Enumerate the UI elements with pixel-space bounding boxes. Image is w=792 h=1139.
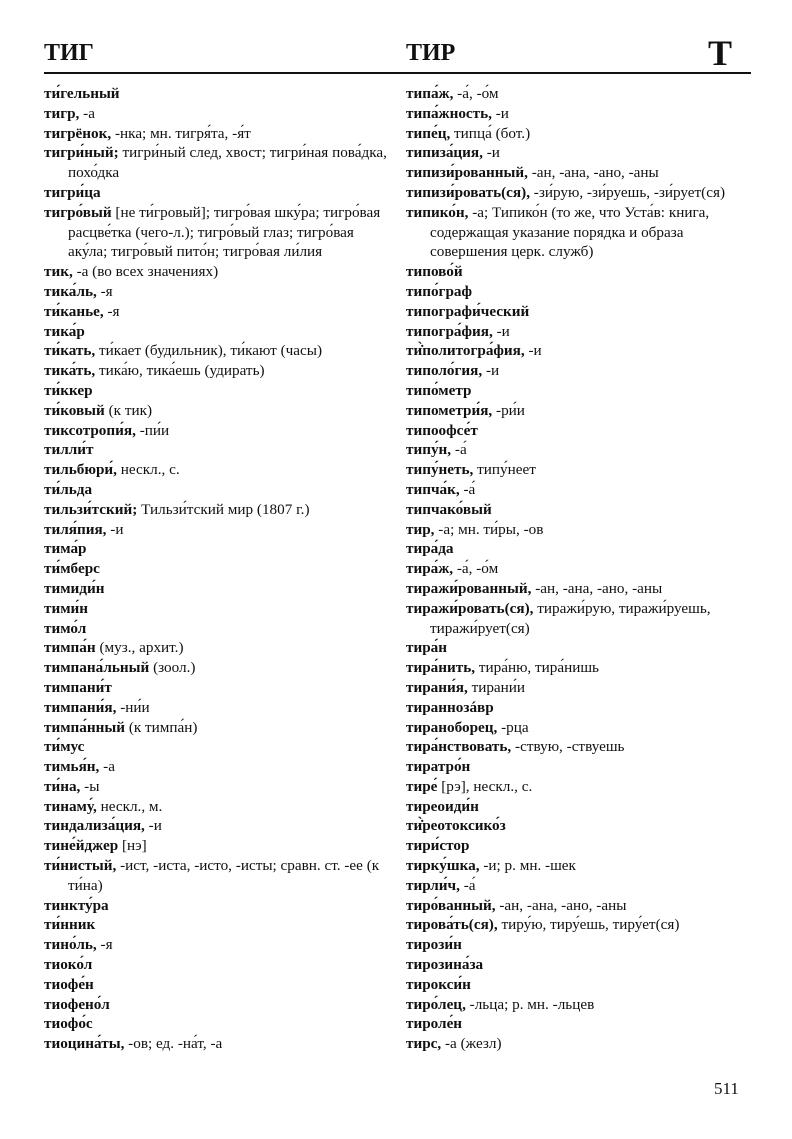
entry-definition: тирани́и	[467, 678, 526, 696]
entry-headword: тилли́т	[44, 441, 94, 459]
dictionary-entry	[406, 995, 752, 1015]
dictionary-entry	[406, 777, 752, 797]
dictionary-entry	[44, 124, 390, 144]
dictionary-entry	[44, 104, 390, 124]
entry-headword: тине́йджер	[44, 837, 119, 855]
dictionary-entry	[44, 84, 390, 104]
entry-headword: типометри́я,	[406, 401, 493, 419]
entry-definition: -ан, -ана, -ано, -аны	[495, 896, 627, 914]
dictionary-entry	[44, 619, 390, 639]
dictionary-entry	[406, 975, 752, 995]
entry-headword: тирс,	[406, 1035, 442, 1053]
entry-headword: тимпани́я,	[44, 698, 117, 716]
dictionary-entry	[406, 896, 752, 916]
entry-headword: ти̇̀реотоксико́з	[406, 817, 506, 835]
dictionary-entry	[44, 915, 390, 935]
dictionary-entry	[44, 520, 390, 540]
entry-definition: -а	[99, 758, 115, 776]
entry-headword: тиражи́ровать(ся),	[406, 599, 534, 617]
dictionary-entry	[44, 579, 390, 599]
entry-headword: типогра́фия,	[406, 322, 493, 340]
dictionary-entry	[44, 500, 390, 520]
entry-headword: тир,	[406, 520, 435, 538]
entry-headword: тирокси́н	[406, 975, 471, 993]
dictionary-entry	[406, 1034, 752, 1054]
dictionary-entry	[44, 698, 390, 718]
entry-definition: -а; мн. ти́ры, -ов	[434, 520, 544, 538]
entry-headword: ти́мберс	[44, 560, 100, 578]
dictionary-entry	[406, 599, 752, 639]
entry-definition: -ан, -ана, -ано, -аны	[531, 579, 663, 597]
dictionary-entry	[406, 718, 752, 738]
dictionary-entry	[44, 421, 390, 441]
entry-definition: -ы	[80, 777, 100, 795]
dictionary-entry	[406, 678, 752, 698]
dictionary-entry	[406, 203, 752, 262]
dictionary-entry	[44, 143, 390, 183]
entry-headword: типизи́рованный,	[406, 164, 528, 182]
entry-definition: (муз., архит.)	[95, 639, 184, 657]
entry-headword: тира́ж,	[406, 560, 454, 578]
dictionary-entry	[44, 361, 390, 381]
entry-definition: -а́	[459, 480, 476, 498]
entry-definition: тира́ню, тира́нишь	[475, 659, 599, 677]
dictionary-entry	[406, 460, 752, 480]
dictionary-entry	[406, 500, 752, 520]
entry-headword: тира́да	[406, 540, 454, 558]
dictionary-entry	[44, 282, 390, 302]
running-head-right: ТИР	[406, 40, 456, 66]
entry-headword: ти́нистый,	[44, 857, 117, 875]
entry-headword: тиоко́л	[44, 956, 93, 974]
entry-definition: -а́	[451, 441, 467, 459]
dictionary-entry	[44, 836, 390, 856]
entry-headword: тирозина́за	[406, 956, 484, 974]
entry-headword: ти́на,	[44, 777, 81, 795]
entry-headword: тиро́ванный,	[406, 896, 496, 914]
entry-definition: -а́, -о́м	[453, 85, 499, 102]
entry-headword: тимпа́н	[44, 639, 96, 657]
entry-headword: тимпа́нный	[44, 718, 126, 736]
entry-headword: тими́н	[44, 599, 89, 617]
entry-headword: ти́кать,	[44, 342, 96, 360]
dictionary-entry	[44, 718, 390, 738]
entry-headword: типу́неть,	[406, 461, 474, 479]
entry-headword: тирани́я,	[406, 678, 468, 696]
entry-headword: типоофсе́т	[406, 421, 478, 439]
dictionary-entry	[406, 658, 752, 678]
dictionary-entry	[44, 816, 390, 836]
dictionary-entry	[44, 401, 390, 421]
entry-definition: нескл., с.	[116, 461, 180, 479]
entry-definition: [рэ], нескл., с.	[437, 777, 533, 795]
dictionary-entry	[44, 955, 390, 975]
entry-definition: нескл., м.	[96, 797, 163, 815]
section-letter: Т	[708, 33, 733, 73]
entry-headword: тиндализа́ция,	[44, 817, 145, 835]
entry-headword: типчако́вый	[406, 500, 492, 518]
running-head-left: ТИГ	[44, 40, 94, 66]
entry-headword: типиза́ция,	[406, 144, 483, 162]
entry-definition: тиражи́рую, тиражи́руешь, тиражи́рует(ся)	[430, 599, 711, 637]
entry-definition: -и	[482, 362, 500, 380]
dictionary-entry	[44, 480, 390, 500]
entry-headword: тимпани́т	[44, 678, 112, 696]
entry-definition: -я	[96, 936, 113, 954]
entry-definition: -а́, -о́м	[453, 560, 499, 578]
entry-headword: типа́ж,	[406, 85, 454, 102]
dictionary-entry	[406, 757, 752, 777]
entry-definition: типу́неет	[473, 461, 536, 479]
entry-headword: тиоцина́ты,	[44, 1035, 125, 1053]
dictionary-entry	[44, 559, 390, 579]
entry-definition: -и	[482, 144, 500, 162]
dictionary-entry	[406, 104, 752, 124]
entry-definition: -пи́и	[135, 421, 170, 439]
entry-definition: типца́ (бот.)	[450, 124, 531, 142]
entry-definition: -и	[491, 104, 509, 122]
dictionary-entry	[44, 797, 390, 817]
dictionary-entry	[406, 856, 752, 876]
entry-definition: тиру́ю, тиру́ешь, тиру́ет(ся)	[497, 916, 680, 934]
entry-definition: -и	[492, 322, 510, 340]
entry-headword: тильзи́тский;	[44, 500, 138, 518]
entry-headword: тинаму́,	[44, 797, 97, 815]
page-number: 511	[714, 1079, 739, 1098]
entry-definition: -а (жезл)	[441, 1035, 502, 1053]
entry-definition: Тильзи́тский мир (1807 г.)	[137, 500, 310, 518]
dictionary-entry	[44, 262, 390, 282]
entry-definition: тигри́ный след, хвост; тигри́ная пова́дка, похо́дка	[68, 144, 387, 182]
dictionary-entry	[406, 737, 752, 757]
entry-headword: тиро́лец,	[406, 995, 466, 1013]
entry-definition: -и	[144, 817, 162, 835]
entry-definition: -и; р. мн. -шек	[479, 857, 576, 875]
entry-headword: типо́метр	[406, 381, 472, 399]
dictionary-entry	[44, 777, 390, 797]
dictionary-entry	[406, 539, 752, 559]
dictionary-entry	[406, 520, 752, 540]
dictionary-entry	[406, 797, 752, 817]
dictionary-entry	[406, 143, 752, 163]
dictionary-entry	[406, 124, 752, 144]
entry-definition: (к тимпа́н)	[125, 718, 198, 736]
dictionary-entry	[44, 757, 390, 777]
entry-definition: [нэ]	[118, 837, 147, 855]
dictionary-entry	[44, 183, 390, 203]
entry-headword: тимпана́льный	[44, 659, 150, 677]
dictionary-entry	[406, 698, 752, 718]
entry-headword: тигро́вый	[44, 203, 112, 221]
dictionary-entry	[406, 876, 752, 896]
entry-definition: [не ти́гровый]; тигро́вая шку́ра; тигро́вая расцве́тка (чего-л.); тигро́вый глаз; тигро́вая аку́ла; тигро́вый пито́н; тигро́вая ли́лия	[68, 203, 381, 261]
dictionary-entry	[44, 322, 390, 342]
dictionary-entry	[44, 658, 390, 678]
entry-headword: ти́нник	[44, 916, 96, 934]
dictionary-entry	[44, 638, 390, 658]
entry-headword: тираннозáвр	[406, 698, 494, 716]
entry-headword: типча́к,	[406, 480, 460, 498]
entry-definition: -ист, -иста, -исто, -исты; сравн. ст. -ее (к ти́на)	[68, 857, 380, 894]
dictionary-entry	[44, 1034, 390, 1054]
entry-headword: ти́льда	[44, 480, 93, 498]
dictionary-entry	[44, 302, 390, 322]
entry-headword: типоло́гия,	[406, 362, 483, 380]
entry-headword: тиофо́с	[44, 1015, 93, 1033]
entry-headword: тик,	[44, 263, 73, 281]
entry-headword: тигри́ца	[44, 183, 101, 201]
dictionary-entry	[406, 1014, 752, 1034]
entry-headword: тиксотропи́я,	[44, 421, 136, 439]
entry-definition: -рца	[497, 718, 529, 736]
entry-headword: типографи́ческий	[406, 302, 530, 320]
dictionary-entry	[44, 737, 390, 757]
dictionary-entry	[44, 678, 390, 698]
entry-headword: тиреоиди́н	[406, 797, 479, 815]
entry-headword: тиражи́рованный,	[406, 579, 532, 597]
entry-headword: ти́мус	[44, 738, 85, 756]
entry-headword: тири́стор	[406, 837, 470, 855]
dictionary-entry	[406, 421, 752, 441]
entry-definition: -я	[103, 302, 120, 320]
entry-definition: -а́	[459, 876, 476, 894]
entry-headword: тира́нить,	[406, 659, 476, 677]
entry-definition: -а	[79, 104, 95, 122]
dictionary-entry	[44, 995, 390, 1015]
entry-headword: тима́р	[44, 540, 87, 558]
entry-headword: типо́граф	[406, 282, 473, 300]
entry-headword: ти́канье,	[44, 302, 104, 320]
header-rule	[44, 72, 751, 74]
entry-headword: типизи́ровать(ся),	[406, 183, 530, 201]
left-column	[44, 84, 390, 1054]
dictionary-entry	[44, 1014, 390, 1034]
entry-headword: ти́ковый	[44, 401, 105, 419]
dictionary-entry	[44, 975, 390, 995]
entry-headword: тимо́л	[44, 619, 87, 637]
entry-headword: тиля́пия,	[44, 520, 107, 538]
dictionary-entry	[44, 856, 390, 896]
dictionary-entry	[406, 836, 752, 856]
entry-definition: -я	[96, 282, 113, 300]
entry-definition: -ов; ед. -на́т, -а	[124, 1035, 223, 1053]
dictionary-entry	[406, 480, 752, 500]
entry-headword: типа́жность,	[406, 104, 492, 122]
dictionary-entry	[406, 262, 752, 282]
dictionary-entry	[406, 401, 752, 421]
dictionary-entry	[406, 381, 752, 401]
entry-definition: -а (во всех значениях)	[72, 263, 219, 281]
dictionary-entry	[406, 84, 752, 104]
entry-headword: типово́й	[406, 263, 463, 281]
entry-definition: -нка; мн. тигря́та, -я́т	[111, 124, 251, 142]
dictionary-entry	[44, 203, 390, 262]
entry-headword: тира́нствовать,	[406, 738, 512, 756]
dictionary-entry	[44, 935, 390, 955]
entry-headword: тираноборец,	[406, 718, 498, 736]
entry-definition: (к тик)	[104, 401, 153, 419]
entry-headword: тика́ть,	[44, 362, 96, 380]
entry-headword: тигр,	[44, 104, 80, 122]
dictionary-entry	[44, 440, 390, 460]
dictionary-entry	[406, 935, 752, 955]
entry-definition: -а; Типико́н (то же, что Уста́в: книга, содержащая указание порядка и образа совершения церк. служб)	[430, 203, 710, 261]
dictionary-entry	[406, 816, 752, 836]
entry-headword: типу́н,	[406, 441, 452, 459]
entry-headword: тирози́н	[406, 936, 462, 954]
entry-headword: тика́ль,	[44, 282, 97, 300]
dictionary-entry	[406, 361, 752, 381]
entry-definition: -ствую, -ствуешь	[511, 738, 625, 756]
entry-definition: -ни́и	[116, 698, 150, 716]
entry-headword: типико́н,	[406, 203, 469, 221]
entry-headword: тирова́ть(ся),	[406, 916, 498, 934]
entry-definition: тика́ю, тика́ешь (удирать)	[95, 362, 265, 380]
dictionary-entry	[406, 579, 752, 599]
entry-headword: тирку́шка,	[406, 857, 480, 875]
entry-headword: тире́	[406, 777, 438, 795]
entry-headword: тирли́ч,	[406, 876, 460, 894]
dictionary-entry	[406, 302, 752, 322]
entry-headword: тино́ль,	[44, 936, 97, 954]
entry-definition: -льца; р. мн. -льцев	[465, 995, 595, 1013]
entry-headword: тика́р	[44, 322, 85, 340]
entry-headword: ти́ккер	[44, 381, 93, 399]
entry-headword: ти̇̀политогра́фия,	[406, 342, 525, 360]
dictionary-entry	[44, 341, 390, 361]
dictionary-entry	[406, 559, 752, 579]
dictionary-entry	[406, 341, 752, 361]
dictionary-entry	[44, 599, 390, 619]
dictionary-entry	[44, 381, 390, 401]
dictionary-entry	[406, 440, 752, 460]
entry-headword: тимиди́н	[44, 579, 105, 597]
entry-headword: тинкту́ра	[44, 896, 109, 914]
dictionary-entry	[406, 282, 752, 302]
dictionary-entry	[406, 955, 752, 975]
dictionary-entry	[406, 163, 752, 183]
entry-headword: типе́ц,	[406, 124, 451, 142]
entry-definition: (зоол.)	[149, 659, 196, 677]
entry-headword: тиофено́л	[44, 995, 110, 1013]
dictionary-entry	[406, 915, 752, 935]
entry-headword: тимья́н,	[44, 758, 100, 776]
entry-definition: -зи́рую, -зи́руешь, -зи́рует(ся)	[530, 183, 726, 201]
entry-headword: тира́н	[406, 639, 448, 657]
entry-definition: -и	[106, 520, 124, 538]
dictionary-entry	[406, 322, 752, 342]
entry-definition: ти́кает (будильник), ти́кают (часы)	[95, 342, 323, 360]
entry-definition: -и	[524, 342, 542, 360]
entry-definition: -ри́и	[492, 401, 525, 419]
entry-headword: тигрёнок,	[44, 124, 112, 142]
entry-headword: тиофе́н	[44, 975, 94, 993]
entry-headword: тигри́ный;	[44, 144, 119, 162]
dictionary-entry	[44, 460, 390, 480]
dictionary-entry	[44, 539, 390, 559]
dictionary-entry	[406, 183, 752, 203]
dictionary-entry	[406, 638, 752, 658]
entry-headword: тиратро́н	[406, 758, 471, 776]
entry-headword: тироле́н	[406, 1015, 463, 1033]
right-column	[406, 84, 752, 1054]
entry-headword: ти́гельный	[44, 85, 120, 102]
entry-headword: тильбюри́,	[44, 461, 117, 479]
dictionary-entry	[44, 896, 390, 916]
entry-definition: -ан, -ана, -ано, -аны	[527, 164, 659, 182]
